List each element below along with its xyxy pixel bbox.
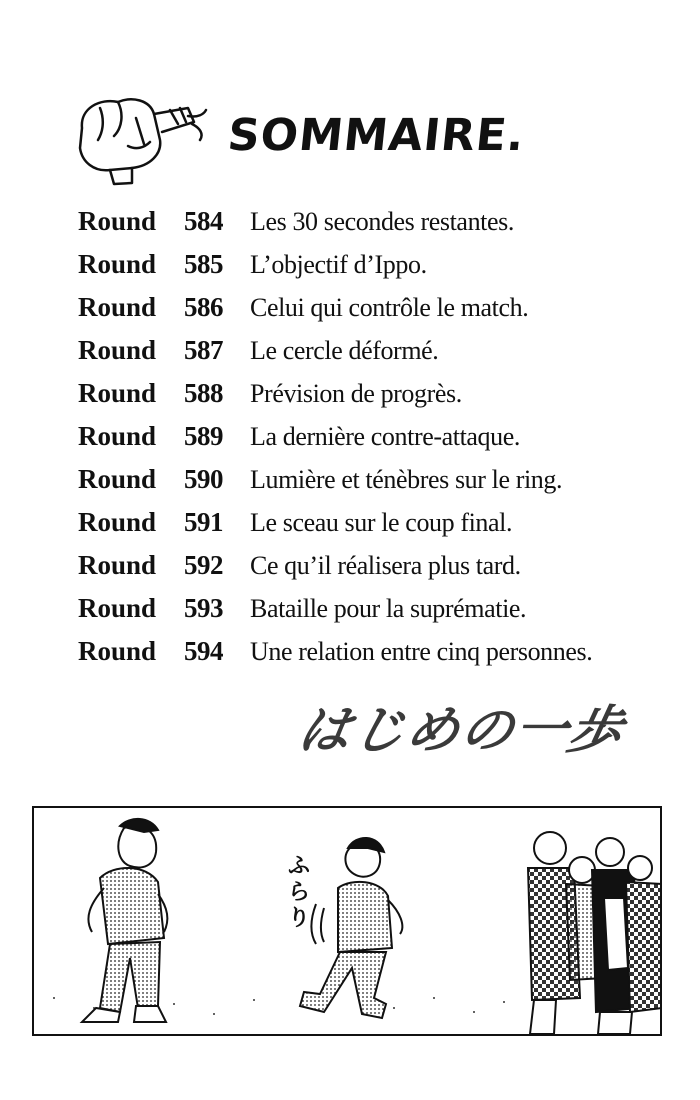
round-number: 590: [184, 464, 223, 494]
round-label: Round: [78, 507, 157, 537]
toc-row: [78, 249, 678, 292]
toc-row: [78, 550, 678, 593]
round-title: L’objectif d’Ippo.: [250, 250, 427, 279]
toc-row: [78, 421, 678, 464]
round-number: 592: [184, 550, 223, 580]
toc-row: [78, 292, 678, 335]
left-figure: [82, 819, 167, 1022]
round-label: Round: [78, 292, 157, 322]
round-label: Round: [78, 249, 157, 279]
round-label: Round: [78, 550, 157, 580]
toc-row: [78, 206, 678, 249]
round-label: Round: [78, 206, 157, 236]
round-number: 593: [184, 593, 223, 623]
toc-row: [78, 378, 678, 421]
round-title: Le cercle déformé.: [250, 336, 439, 365]
round-label: Round: [78, 335, 157, 365]
round-number: 588: [184, 378, 223, 408]
round-title: Une relation entre cinq personnes.: [250, 637, 593, 666]
page-title: SOMMAIRE.: [225, 110, 528, 161]
toc-row: [78, 464, 678, 507]
round-title: Ce qu’il réalisera plus tard.: [250, 551, 521, 580]
round-label: Round: [78, 378, 157, 408]
round-title: Les 30 secondes restantes.: [250, 207, 514, 236]
round-title: Lumière et ténèbres sur le ring.: [250, 465, 563, 494]
middle-figure: [300, 838, 402, 1018]
round-title: La dernière contre-attaque.: [250, 422, 520, 451]
round-number: 585: [184, 249, 223, 279]
round-label: Round: [78, 464, 157, 494]
crowd: [528, 832, 662, 1034]
round-title: Le sceau sur le coup final.: [250, 508, 513, 537]
round-number: 584: [184, 206, 223, 236]
round-label: Round: [78, 593, 157, 623]
table-of-contents: [78, 206, 678, 679]
round-number: 591: [184, 507, 223, 537]
manga-panel: [32, 806, 662, 1036]
sound-effect-text: ふらり: [287, 854, 310, 931]
round-number: 589: [184, 421, 223, 451]
series-logo: はじめの一歩: [292, 701, 630, 761]
round-number: 594: [184, 636, 223, 666]
round-title: Celui qui contrôle le match.: [250, 293, 529, 322]
round-number: 587: [184, 335, 223, 365]
round-title: Bataille pour la suprématie.: [250, 594, 527, 623]
boxing-glove-icon: [70, 88, 210, 188]
toc-row: [78, 507, 678, 550]
toc-row: [78, 335, 678, 378]
round-label: Round: [78, 421, 157, 451]
toc-row: [78, 636, 678, 679]
round-label: Round: [78, 636, 157, 666]
round-number: 586: [184, 292, 223, 322]
panel-illustration: [34, 808, 662, 1036]
round-title: Prévision de progrès.: [250, 379, 462, 408]
toc-row: [78, 593, 678, 636]
header: [70, 82, 630, 192]
